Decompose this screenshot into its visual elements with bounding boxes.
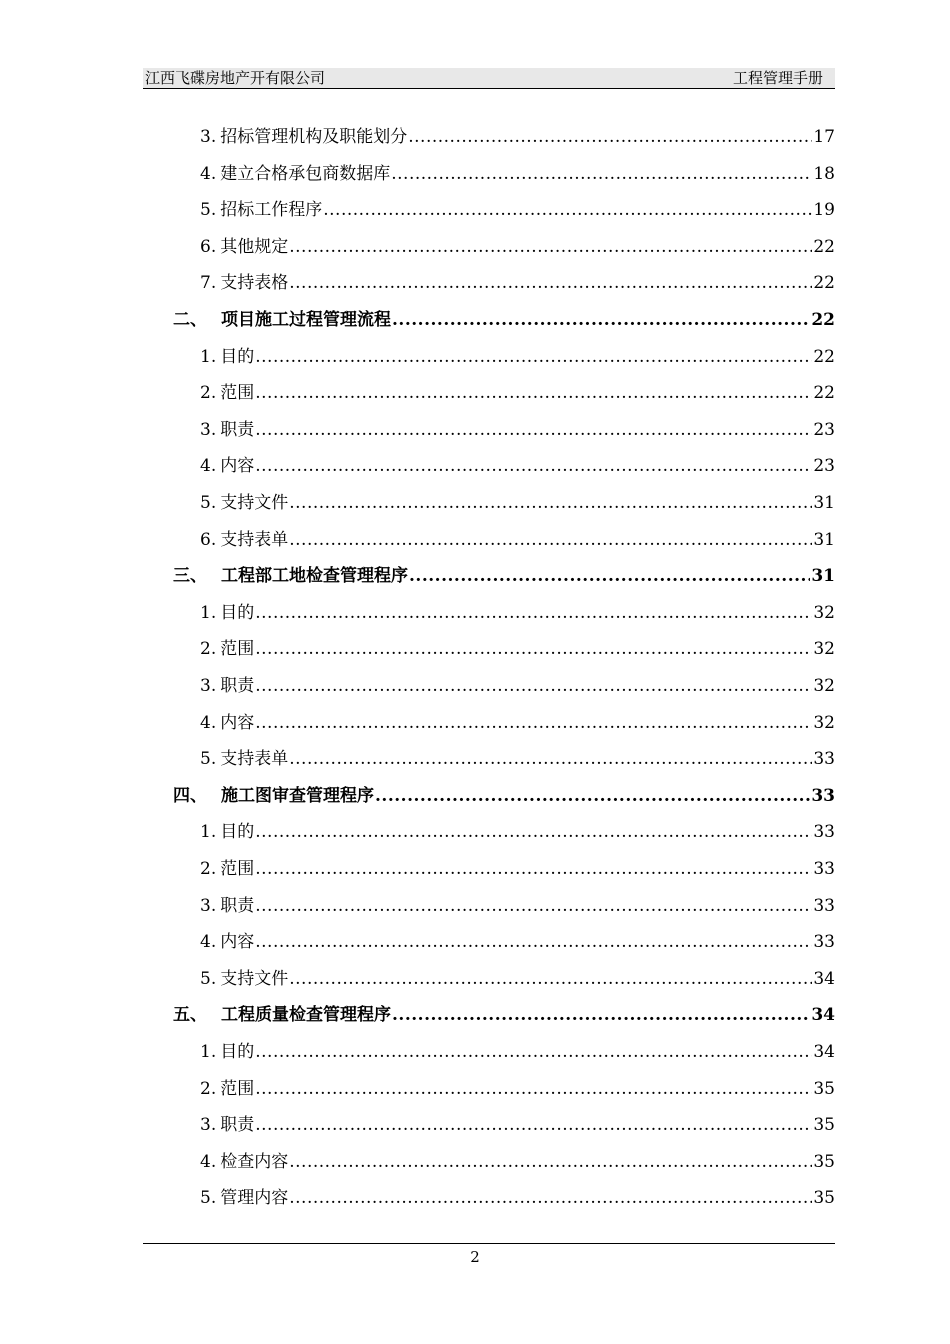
toc-entry-page: 22 [811, 310, 835, 330]
toc-entry-title: 项目施工过程管理流程 [221, 310, 391, 330]
toc-entry[interactable] [200, 1039, 835, 1065]
toc-leader-dots [375, 783, 810, 809]
toc-entry-number: 二、 [173, 310, 207, 330]
toc-entry-number: 4. [200, 456, 217, 476]
toc-leader-dots [289, 527, 812, 553]
toc-entry-number: 2. [200, 859, 217, 879]
toc-leader-dots [289, 270, 812, 296]
toc-leader-dots [255, 600, 812, 626]
toc-leader-dots [289, 1149, 812, 1175]
toc-entry-number: 3. [200, 896, 217, 916]
toc-leader-dots [255, 893, 812, 919]
toc-entry[interactable] [200, 380, 835, 406]
toc-entry-page: 34 [811, 1005, 835, 1025]
toc-entry-title: 支持文件 [220, 969, 289, 989]
toc-leader-dots [392, 307, 810, 333]
toc-entry[interactable] [200, 636, 835, 662]
toc-entry-page: 31 [813, 493, 835, 513]
toc-entry-page: 22 [813, 347, 835, 367]
toc-entry-number: 3. [200, 1115, 217, 1135]
toc-entry[interactable] [200, 856, 835, 882]
toc-entry-title: 支持表单 [220, 530, 289, 550]
toc-leader-dots [255, 710, 812, 736]
toc-entry-page: 32 [813, 603, 835, 623]
toc-entry-page: 19 [813, 200, 835, 220]
toc-entry-page: 23 [813, 456, 835, 476]
toc-entry-number: 1. [200, 603, 217, 623]
toc-entry-page: 17 [813, 127, 835, 147]
toc-entry-title: 内容 [220, 713, 255, 733]
toc-entry-page: 35 [813, 1115, 835, 1135]
toc-entry-page: 23 [813, 420, 835, 440]
toc-leader-dots [289, 746, 812, 772]
toc-entry-number: 7. [200, 273, 217, 293]
toc-entry-title: 支持文件 [220, 493, 289, 513]
toc-entry-title: 目的 [220, 347, 255, 367]
page-number: 2 [470, 1248, 480, 1266]
toc-entry-title: 范围 [220, 859, 255, 879]
toc-entry-number: 1. [200, 347, 217, 367]
toc-entry[interactable] [200, 966, 835, 992]
toc-leader-dots [255, 856, 812, 882]
toc-entry-number: 4. [200, 1152, 217, 1172]
toc-entry[interactable] [200, 1076, 835, 1102]
toc-entry-title: 招标管理机构及职能划分 [220, 127, 408, 147]
toc-leader-dots [391, 161, 812, 187]
toc-entry-title: 职责 [220, 420, 255, 440]
toc-leader-dots [392, 1002, 810, 1028]
toc-entry-title: 目的 [220, 1042, 255, 1062]
toc-entry-number: 3. [200, 420, 217, 440]
toc-entry[interactable] [200, 1149, 835, 1175]
toc-entry-page: 34 [813, 969, 835, 989]
toc-entry-title: 范围 [220, 639, 255, 659]
toc-entry[interactable] [200, 453, 835, 479]
toc-entry-page: 32 [813, 639, 835, 659]
toc-entry-title: 建立合格承包商数据库 [220, 164, 391, 184]
toc-entry[interactable] [200, 197, 835, 223]
toc-entry-number: 3. [200, 127, 217, 147]
toc-entry-title: 目的 [220, 822, 255, 842]
toc-leader-dots [255, 1039, 812, 1065]
toc-entry-title: 内容 [220, 932, 255, 952]
toc-entry-number: 5. [200, 1188, 217, 1208]
toc-entry-number: 6. [200, 530, 217, 550]
toc-entry[interactable] [200, 417, 835, 443]
toc-entry[interactable] [200, 1185, 835, 1211]
toc-entry[interactable] [200, 124, 835, 150]
toc-entry[interactable] [200, 710, 835, 736]
toc-entry-number: 1. [200, 822, 217, 842]
toc-entry-title: 工程质量检查管理程序 [221, 1005, 391, 1025]
toc-entry-title: 检查内容 [220, 1152, 289, 1172]
toc-entry[interactable] [200, 673, 835, 699]
toc-entry-page: 33 [811, 786, 835, 806]
toc-entry-number: 2. [200, 639, 217, 659]
toc-leader-dots [255, 344, 812, 370]
toc-entry-number: 3. [200, 676, 217, 696]
toc-leader-dots [289, 1185, 812, 1211]
toc-entry-title: 管理内容 [220, 1188, 289, 1208]
toc-entry[interactable] [200, 819, 835, 845]
page-header [143, 68, 835, 89]
toc-entry[interactable] [200, 929, 835, 955]
toc-entry-title: 职责 [220, 896, 255, 916]
toc-entry-number: 4. [200, 713, 217, 733]
toc-entry-title: 施工图审查管理程序 [221, 786, 374, 806]
toc-entry-title: 内容 [220, 456, 255, 476]
toc-entry[interactable] [200, 270, 835, 296]
toc-entry-number: 4. [200, 932, 217, 952]
toc-entry-page: 33 [813, 859, 835, 879]
toc-entry-page: 33 [813, 896, 835, 916]
toc-entry-title: 范围 [220, 383, 255, 403]
toc-entry-number: 三、 [173, 566, 207, 586]
toc-entry-page: 35 [813, 1079, 835, 1099]
toc-leader-dots [289, 966, 812, 992]
toc-entry-number: 2. [200, 1079, 217, 1099]
toc-entry-page: 22 [813, 237, 835, 257]
toc-entry-number: 1. [200, 1042, 217, 1062]
toc-entry-page: 33 [813, 932, 835, 952]
toc-entry-number: 5. [200, 969, 217, 989]
toc-entry-number: 5. [200, 200, 217, 220]
toc-leader-dots [409, 563, 810, 589]
toc-leader-dots [323, 197, 812, 223]
toc-leader-dots [255, 636, 812, 662]
toc-entry-title: 工程部工地检查管理程序 [221, 566, 408, 586]
toc-entry-title: 范围 [220, 1079, 255, 1099]
toc-section-entry[interactable] [173, 783, 835, 809]
toc-entry-title: 支持表格 [220, 273, 289, 293]
toc-section-entry[interactable] [173, 563, 835, 589]
toc-entry-page: 35 [813, 1188, 835, 1208]
toc-entry-page: 31 [811, 566, 835, 586]
toc-entry-page: 33 [813, 749, 835, 769]
toc-leader-dots [408, 124, 812, 150]
toc-entry[interactable] [200, 600, 835, 626]
toc-entry-title: 职责 [220, 1115, 255, 1135]
toc-leader-dots [255, 1076, 812, 1102]
toc-entry-title: 支持表单 [220, 749, 289, 769]
toc-leader-dots [255, 929, 812, 955]
toc-entry[interactable] [200, 490, 835, 516]
toc-entry-page: 32 [813, 713, 835, 733]
toc-entry[interactable] [200, 234, 835, 260]
toc-entry-number: 5. [200, 493, 217, 513]
toc-leader-dots [255, 1112, 812, 1138]
toc-entry[interactable] [200, 344, 835, 370]
toc-leader-dots [255, 673, 812, 699]
toc-entry[interactable] [200, 893, 835, 919]
toc-entry-page: 34 [813, 1042, 835, 1062]
toc-entry-title: 目的 [220, 603, 255, 623]
toc-entry-page: 35 [813, 1152, 835, 1172]
toc-entry[interactable] [200, 527, 835, 553]
toc-leader-dots [255, 819, 812, 845]
toc-leader-dots [289, 234, 812, 260]
toc-entry-title: 其他规定 [220, 237, 289, 257]
toc-entry-page: 33 [813, 822, 835, 842]
toc-leader-dots [255, 453, 812, 479]
toc-entry-page: 22 [813, 273, 835, 293]
toc-leader-dots [255, 417, 812, 443]
toc-leader-dots [255, 380, 812, 406]
toc-entry-title: 职责 [220, 676, 255, 696]
toc-entry-number: 五、 [173, 1005, 207, 1025]
toc-entry-page: 31 [813, 530, 835, 550]
toc-entry[interactable] [200, 746, 835, 772]
toc-entry[interactable] [200, 161, 835, 187]
toc-entry-page: 22 [813, 383, 835, 403]
toc-entry[interactable] [200, 1112, 835, 1138]
manual-title: 工程管理手册 [732, 69, 823, 87]
toc-entry-number: 4. [200, 164, 217, 184]
toc-entry-number: 6. [200, 237, 217, 257]
footer-divider [143, 1243, 835, 1244]
toc-section-entry[interactable] [173, 307, 835, 333]
toc-entry-title: 招标工作程序 [220, 200, 323, 220]
toc-entry-number: 2. [200, 383, 217, 403]
toc-leader-dots [289, 490, 812, 516]
toc-section-entry[interactable] [173, 1002, 835, 1028]
toc-entry-page: 18 [813, 164, 835, 184]
company-name: 江西飞碟房地产开有限公司 [145, 69, 326, 87]
toc-entry-number: 5. [200, 749, 217, 769]
toc-entry-number: 四、 [173, 786, 207, 806]
toc-entry-page: 32 [813, 676, 835, 696]
